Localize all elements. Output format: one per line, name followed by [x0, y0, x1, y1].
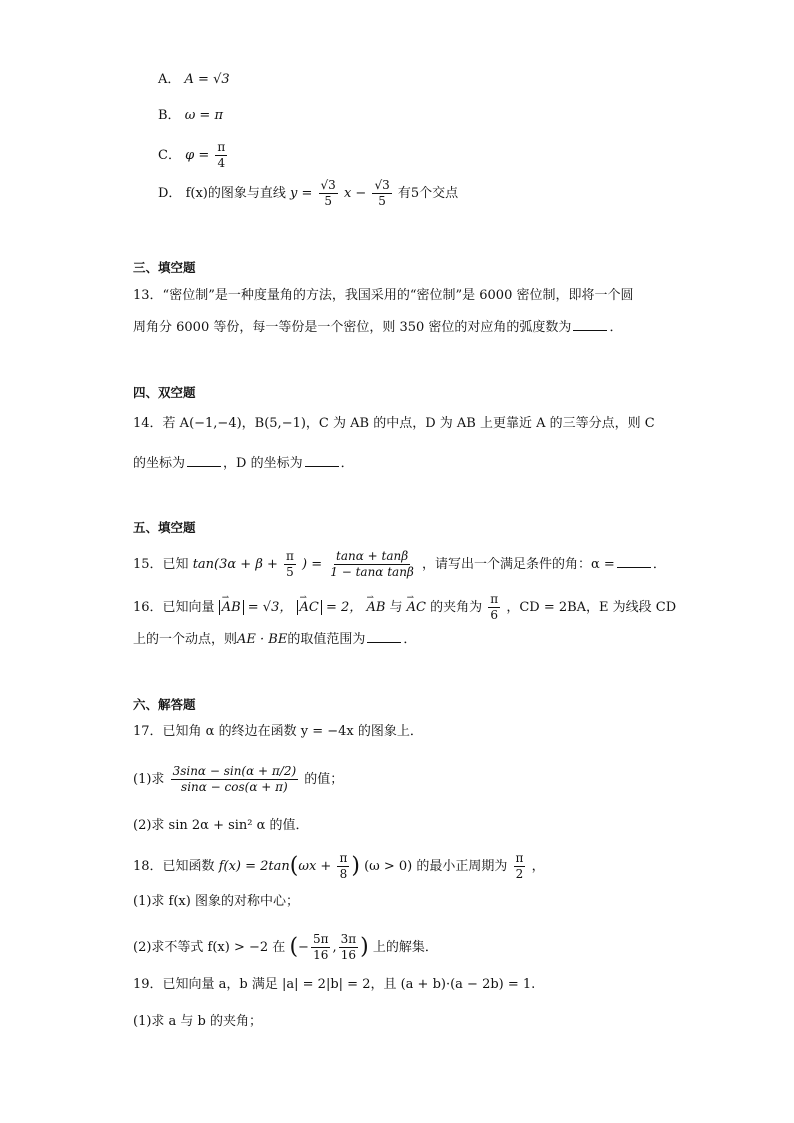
- option-b-label: B．: [158, 108, 181, 123]
- q18-inner: ωx +: [298, 859, 332, 874]
- q18-interval-lparen: (: [289, 934, 299, 960]
- q16-line1: [133, 592, 676, 623]
- q16-line2: [133, 628, 416, 650]
- q16-end: ．: [403, 632, 417, 647]
- q18-interval-num1: 5π: [312, 932, 329, 946]
- option-b: [158, 106, 223, 126]
- q18-part2: (2)求不等式 f(x) > −2 在 (− $\frac{5\pi}{16}$ , $\frac{3\pi}{16}$ ) 上的解集．: [133, 932, 438, 962]
- q18-pre: 18．已知函数: [133, 859, 215, 874]
- option-d-num1: √3: [320, 178, 336, 192]
- q18-period-num: π: [515, 851, 524, 865]
- q17-part1-end: 的值；: [304, 772, 344, 787]
- q16-vec-ab2: ⇀ AB: [366, 598, 385, 618]
- q14-d-blank: [305, 452, 339, 467]
- q16-pre: 16．已知向量: [133, 600, 215, 615]
- q18-part2-post: 上的解集．: [372, 940, 438, 955]
- q15-rp: ) =: [302, 557, 323, 572]
- option-d-post: 有5个交点: [397, 186, 459, 201]
- q15-pre: 15．已知: [133, 557, 189, 572]
- q18-inner-frac: [337, 851, 349, 882]
- q16-vec-ac2: ⇀ AC: [407, 598, 426, 618]
- option-d-frac2: [372, 178, 391, 209]
- q18-interval-num2: 3π: [340, 932, 357, 946]
- q18-rparen: ): [351, 853, 360, 879]
- option-a-math: A = √3: [184, 72, 230, 87]
- q17-fraction: [171, 764, 299, 795]
- q15-rhs-frac: [328, 549, 416, 580]
- q15-post: ，请写出一个满足条件的角：α =: [422, 557, 615, 572]
- q13-line2-text: 周角分 6000 等份，每一等份是一个密位，则 350 密位的对应角的弧度数为: [133, 320, 572, 335]
- q17-part1-label: (1)求: [133, 772, 165, 787]
- q18-interval-den2: 16: [340, 948, 357, 962]
- q18-inner-den: 8: [339, 867, 348, 881]
- q15-answer-blank: [617, 553, 651, 568]
- q18-interval-rparen: ): [360, 934, 369, 960]
- q18-fx: f(x) = 2tan: [218, 859, 290, 874]
- section-5-title: 五、填空题: [133, 520, 196, 535]
- section-4-title: 四、双空题: [133, 385, 196, 400]
- section-3-title: 三、填空题: [133, 260, 196, 275]
- q16-cd: ，CD = 2BA，E 为线段 CD: [506, 600, 677, 615]
- q18-period-den: 2: [515, 867, 524, 881]
- option-a-label: A．: [158, 72, 181, 87]
- q16-vec-ab: ⇀ AB: [222, 598, 241, 618]
- q15-rhs-num: tanα + tanβ: [336, 549, 409, 563]
- q18-part2-pre: (2)求不等式 f(x) > −2 在: [133, 940, 286, 955]
- q18-line1: [133, 851, 545, 882]
- option-d-den1: 5: [324, 194, 332, 208]
- q18-interval-frac2: [339, 932, 359, 963]
- q16-vec-ac: ⇀ AC: [300, 598, 319, 618]
- q16-answer-blank: [367, 628, 401, 643]
- q17-line1: 17．已知角 α 的终边在函数 y = −4x 的图象上．: [133, 724, 423, 739]
- option-b-math: ω = π: [184, 108, 224, 123]
- q18-end: ，: [531, 859, 545, 874]
- q18-period-frac: [514, 851, 526, 882]
- q17-part1: [133, 764, 343, 795]
- q14-line2: [133, 452, 354, 474]
- q16-abs-ab: [219, 600, 244, 615]
- option-c-fraction: [215, 140, 227, 171]
- q16-l2a: 上的一个动点，则: [133, 632, 238, 647]
- q13-line2: [133, 316, 622, 338]
- q17-den: sinα − cos(α + π): [181, 780, 288, 794]
- q17-part2: (2)求 sin 2α + sin² α 的值．: [133, 818, 309, 833]
- q14-c-label: 的坐标为: [133, 456, 186, 471]
- option-d-frac1: [319, 178, 338, 209]
- q14-line1: 14．若 A(−1,−4)，B(5,−1)，C 为 AB 的中点，D 为 AB 上更靠近 A 的三等分点，则 C: [133, 416, 655, 431]
- q16-angle-frac: [488, 592, 500, 623]
- option-d-pre: f(x)的图象与直线: [185, 186, 286, 201]
- option-c-den: 4: [217, 156, 226, 170]
- q16-eq2: = 2，: [326, 600, 363, 615]
- q15-pi-num: π: [286, 549, 294, 563]
- q16-jj: 的夹角为: [426, 600, 483, 615]
- option-d-x: x −: [343, 186, 367, 201]
- option-d-y: y =: [290, 186, 313, 201]
- option-c-num: π: [217, 140, 226, 154]
- q16-yu: 与: [385, 600, 407, 615]
- q16-angle-num: π: [490, 592, 499, 606]
- q18-interval-frac1: [311, 932, 331, 963]
- q14-d-label: ，D 的坐标为: [223, 456, 303, 471]
- option-c-label: C．: [158, 148, 181, 163]
- q18-interval-den1: 16: [313, 948, 329, 962]
- option-d: [158, 178, 458, 209]
- q15-pi-frac: [284, 549, 296, 580]
- q14-c-blank: [187, 452, 221, 467]
- q16-abs-ac: [297, 600, 322, 615]
- q18-cond: (ω > 0) 的最小正周期为: [364, 859, 508, 874]
- q19-line1: 19．已知向量 a，b 满足 |a| = 2|b| = 2，且 (a + b)·(a − 2b) = 1.: [133, 977, 536, 992]
- q16-dot: AE · BE: [237, 632, 288, 647]
- q15-line: [133, 549, 666, 580]
- q19-part1: (1)求 a 与 b 的夹角；: [133, 1014, 263, 1029]
- option-d-label: D．: [158, 186, 182, 201]
- q18-lparen: (: [289, 853, 299, 879]
- q13-line1: 13．“密位制”是一种度量角的方法，我国采用的“密位制”是 6000 密位制，即将一个圆: [133, 288, 634, 303]
- option-a: [158, 70, 230, 90]
- option-d-den2: 5: [378, 194, 386, 208]
- q16-eq1: = √3，: [247, 600, 293, 615]
- q15-lhs: tan(3α + β +: [192, 557, 278, 572]
- q17-num: 3sinα − sin(α + π/2): [172, 764, 297, 778]
- option-d-num2: √3: [374, 178, 390, 192]
- q13-end: ．: [609, 320, 623, 335]
- option-c-lhs: φ =: [185, 148, 210, 163]
- section-6-title: 六、解答题: [133, 697, 196, 712]
- q18-part1: (1)求 f(x) 图象的对称中心；: [133, 894, 299, 909]
- q15-rhs-den: 1 − tanα tanβ: [330, 565, 414, 579]
- q15-pi-den: 5: [286, 565, 294, 579]
- q15-end: ．: [652, 557, 666, 572]
- q14-end: ．: [340, 456, 354, 471]
- q13-answer-blank: [573, 316, 607, 331]
- q16-l2b: 的取值范围为: [287, 632, 366, 647]
- q18-inner-num: π: [339, 851, 348, 865]
- option-c: [158, 140, 229, 171]
- q16-angle-den: 6: [490, 608, 499, 622]
